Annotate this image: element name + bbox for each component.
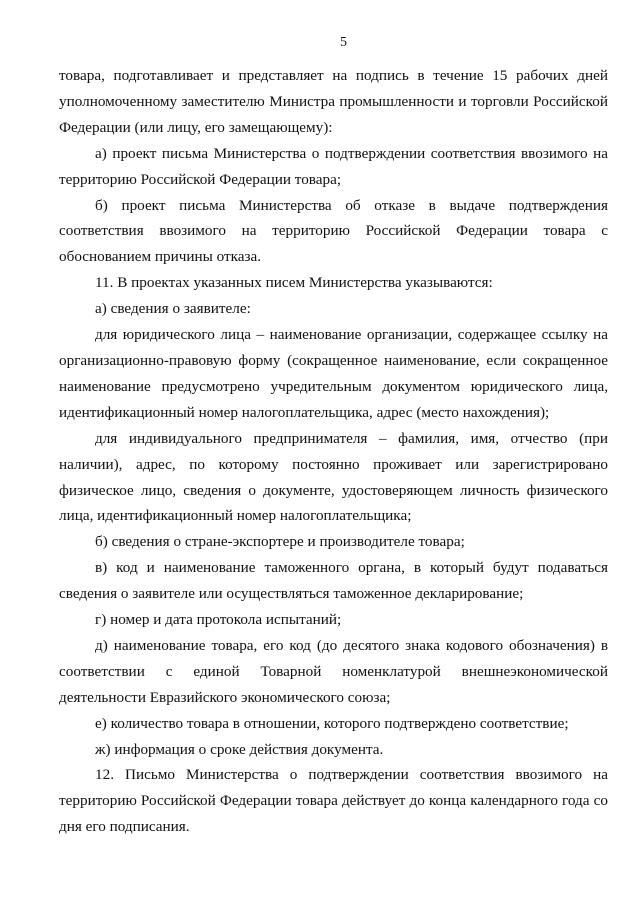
paragraph-item-g-test-protocol: г) номер и дата протокола испытаний; — [95, 611, 342, 629]
paragraph-clause-11: 11. В проектах указанных писем Министерства указываются: — [95, 274, 493, 292]
paragraph-individual-entrepreneur: для индивидуального предпринимателя – фамилия, имя, отчество (при наличии), адрес, по которому постоянно проживает или зарегистрировано физическое лицо, сведения о документе, удостоверяющем личность физического лица, идентификационный номер налогоплательщика; — [59, 429, 608, 525]
paragraph-item-d-product-code: д) наименование товара, его код (до десятого знака кодового обозначения) в соответствии с единой Товарной номенклатурой внешнеэкономической деятельности Евразийского экономического союза; — [59, 636, 608, 706]
paragraph-legal-entity: для юридического лица – наименование организации, содержащее ссылку на организационно-правовую форму (сокращенное наименование, если сокращенное наименование предусмотрено учредительным документом юридического лица, идентификационный номер налогоплательщика, адрес (место нахождения); — [59, 326, 608, 421]
paragraph-item-e-quantity: е) количество товара в отношении, которого подтверждено соответствие; — [95, 714, 569, 732]
paragraph-item-v-customs: в) код и наименование таможенного органа, в который будут подаваться сведения о заявителе или осуществляться таможенное декларирование; — [59, 559, 608, 603]
paragraph-item-b-exporter: б) сведения о стране-экспортере и производителе товара; — [95, 533, 465, 551]
paragraph-continuation: товара, подготавливает и представляет на подпись в течение 15 рабочих дней уполномоченному заместителю Министра промышленности и торговли Российской Федерации (или лицу, его замещающему): — [59, 67, 608, 136]
paragraph-item-zh-validity: ж) информация о сроке действия документа. — [95, 740, 384, 758]
paragraph-item-a-applicant-info: а) сведения о заявителе: — [95, 300, 251, 318]
paragraph-clause-12: 12. Письмо Министерства о подтверждении соответствия ввозимого на территорию Российской Федерации товара действует до конца календарного года со дня его подписания. — [59, 766, 608, 836]
paragraph-item-b-letter-refusal: б) проект письма Министерства об отказе в выдаче подтверждения соответствия ввозимого на территорию Российской Федерации товара с обоснованием причины отказа. — [59, 196, 608, 266]
page-number: 5 — [340, 35, 347, 50]
paragraph-item-a-letter-approval: а) проект письма Министерства о подтверждении соответствия ввозимого на территорию Российской Федерации товара; — [59, 144, 608, 188]
